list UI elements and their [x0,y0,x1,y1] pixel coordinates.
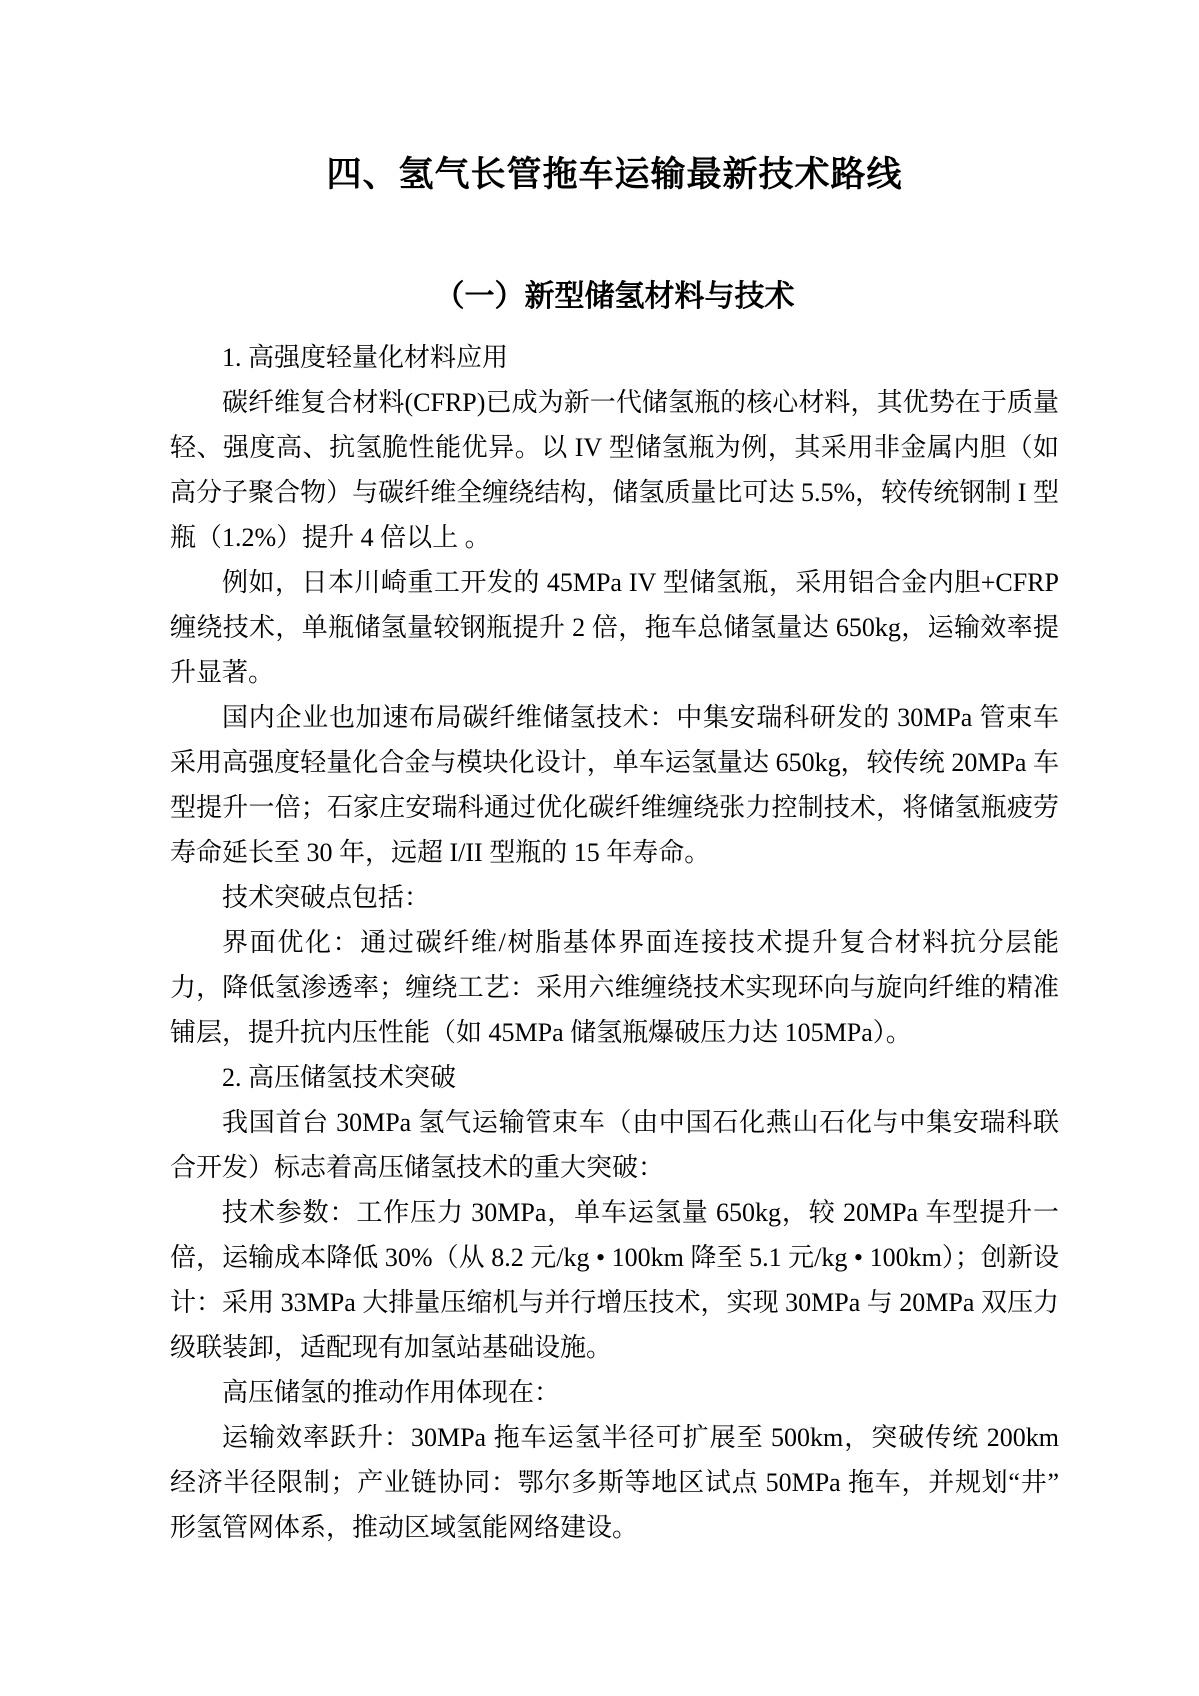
body-paragraph: 运输效率跃升：30MPa 拖车运氢半径可扩展至 500km，突破传统 200km 经济半径限制；产业链协同：鄂尔多斯等地区试点 50MPa 拖车，并规划“井”形氢管网体系，推动区域氢能网络建设。 [170,1423,1059,1542]
numbered-heading-1: 1. 高强度轻量化材料应用 [222,343,509,372]
body-paragraph: 例如，日本川崎重工开发的 45MPa IV 型储氢瓶，采用铝合金内胆+CFRP 缠绕技术，单瓶储氢量较钢瓶提升 2 倍，拖车总储氢量达 650kg，运输效率提升显著。 [170,568,1059,687]
numbered-heading-2: 2. 高压储氢技术突破 [222,1063,457,1092]
body-paragraph: 高压储氢的推动作用体现在： [222,1378,561,1407]
body-paragraph: 技术参数：工作压力 30MPa，单车运氢量 650kg，较 20MPa 车型提升一倍，运输成本降低 30%（从 8.2 元/kg • 100km 降至 5.1 元/kg • 100km）；创新设计：采用 33MPa 大排量压缩机与并行增压技术，实现 30MPa 与 20MPa 双压力级联装卸，适配现有加氢站基础设施。 [170,1198,1059,1362]
body-paragraph: 界面优化：通过碳纤维/树脂基体界面连接技术提升复合材料抗分层能力，降低氢渗透率；缠绕工艺：采用六维缠绕技术实现环向与旋向纤维的精准铺层，提升抗内压性能（如 45MPa 储氢瓶爆破压力达 105MPa）。 [170,928,1059,1047]
body-paragraph: 碳纤维复合材料(CFRP)已成为新一代储氢瓶的核心材料，其优势在于质量轻、强度高、抗氢脆性能优异。以 IV 型储氢瓶为例，其采用非金属内胆（如高分子聚合物）与碳纤维全缠绕结构，储氢质量比可达 5.5%，较传统钢制 I 型瓶（1.2%）提升 4 倍以上 。 [170,388,1059,552]
document-title: 四、氢气长管拖车运输最新技术路线 [326,155,903,194]
body-paragraph: 我国首台 30MPa 氢气运输管束车（由中国石化燕山石化与中集安瑞科联合开发）标志着高压储氢技术的重大突破： [170,1108,1059,1182]
body-paragraph: 国内企业也加速布局碳纤维储氢技术：中集安瑞科研发的 30MPa 管束车采用高强度轻量化合金与模块化设计，单车运氢量达 650kg，较传统 20MPa 车型提升一倍；石家庄安瑞科通过优化碳纤维缠绕张力控制技术，将储氢瓶疲劳寿命延长至 30 年，远超 I/II 型瓶的 15 年寿命。 [170,703,1059,867]
section-heading: （一）新型储氢材料与技术 [434,280,795,313]
body-paragraph: 技术突破点包括： [222,883,431,912]
document-body [170,335,1059,1550]
